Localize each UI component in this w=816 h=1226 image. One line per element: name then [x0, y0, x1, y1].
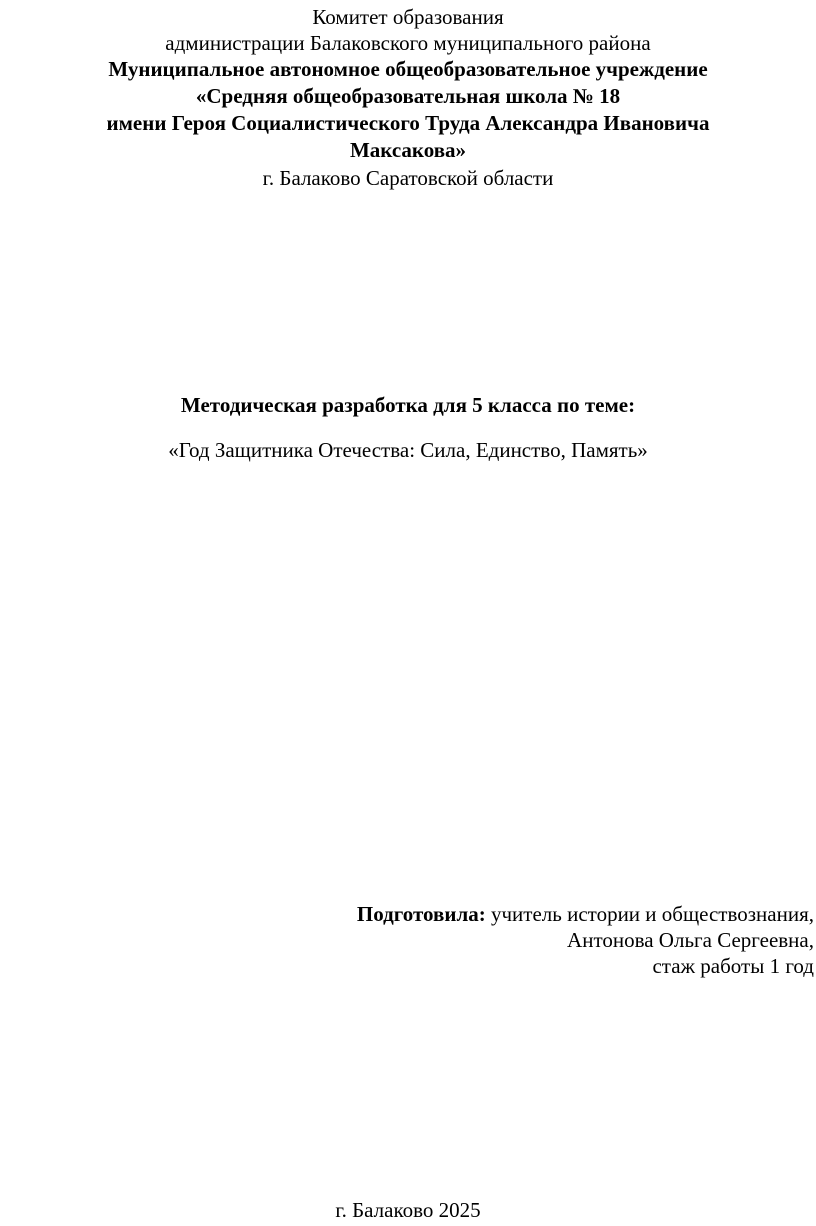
author-position: учитель истории и обществознания, — [491, 902, 814, 926]
title-topic: «Год Защитника Отечества: Сила, Единство, Память» — [168, 438, 648, 462]
author-block — [357, 901, 814, 979]
city-region-line: г. Балаково Саратовской области — [262, 166, 554, 190]
committee-line: Комитет образования — [312, 5, 504, 29]
administration-line: администрации Балаковского муниципального района — [165, 31, 651, 55]
school-name-line: «Средняя общеобразовательная школа № 18 — [195, 84, 621, 108]
footer-place-year: г. Балаково 2025 — [335, 1198, 481, 1222]
author-label: Подготовила: — [356, 902, 486, 926]
school-honor-line: имени Героя Социалистического Труда Александра Ивановича — [106, 111, 710, 135]
school-honor-surname-line: Максакова» — [349, 138, 467, 162]
institution-type-line: Муниципальное автономное общеобразовательное учреждение — [108, 57, 708, 81]
title-heading: Методическая разработка для 5 класса по теме: — [180, 393, 636, 417]
author-position-line — [357, 901, 814, 927]
author-name: Антонова Ольга Сергеевна, — [567, 928, 814, 952]
author-experience: стаж работы 1 год — [652, 954, 814, 978]
